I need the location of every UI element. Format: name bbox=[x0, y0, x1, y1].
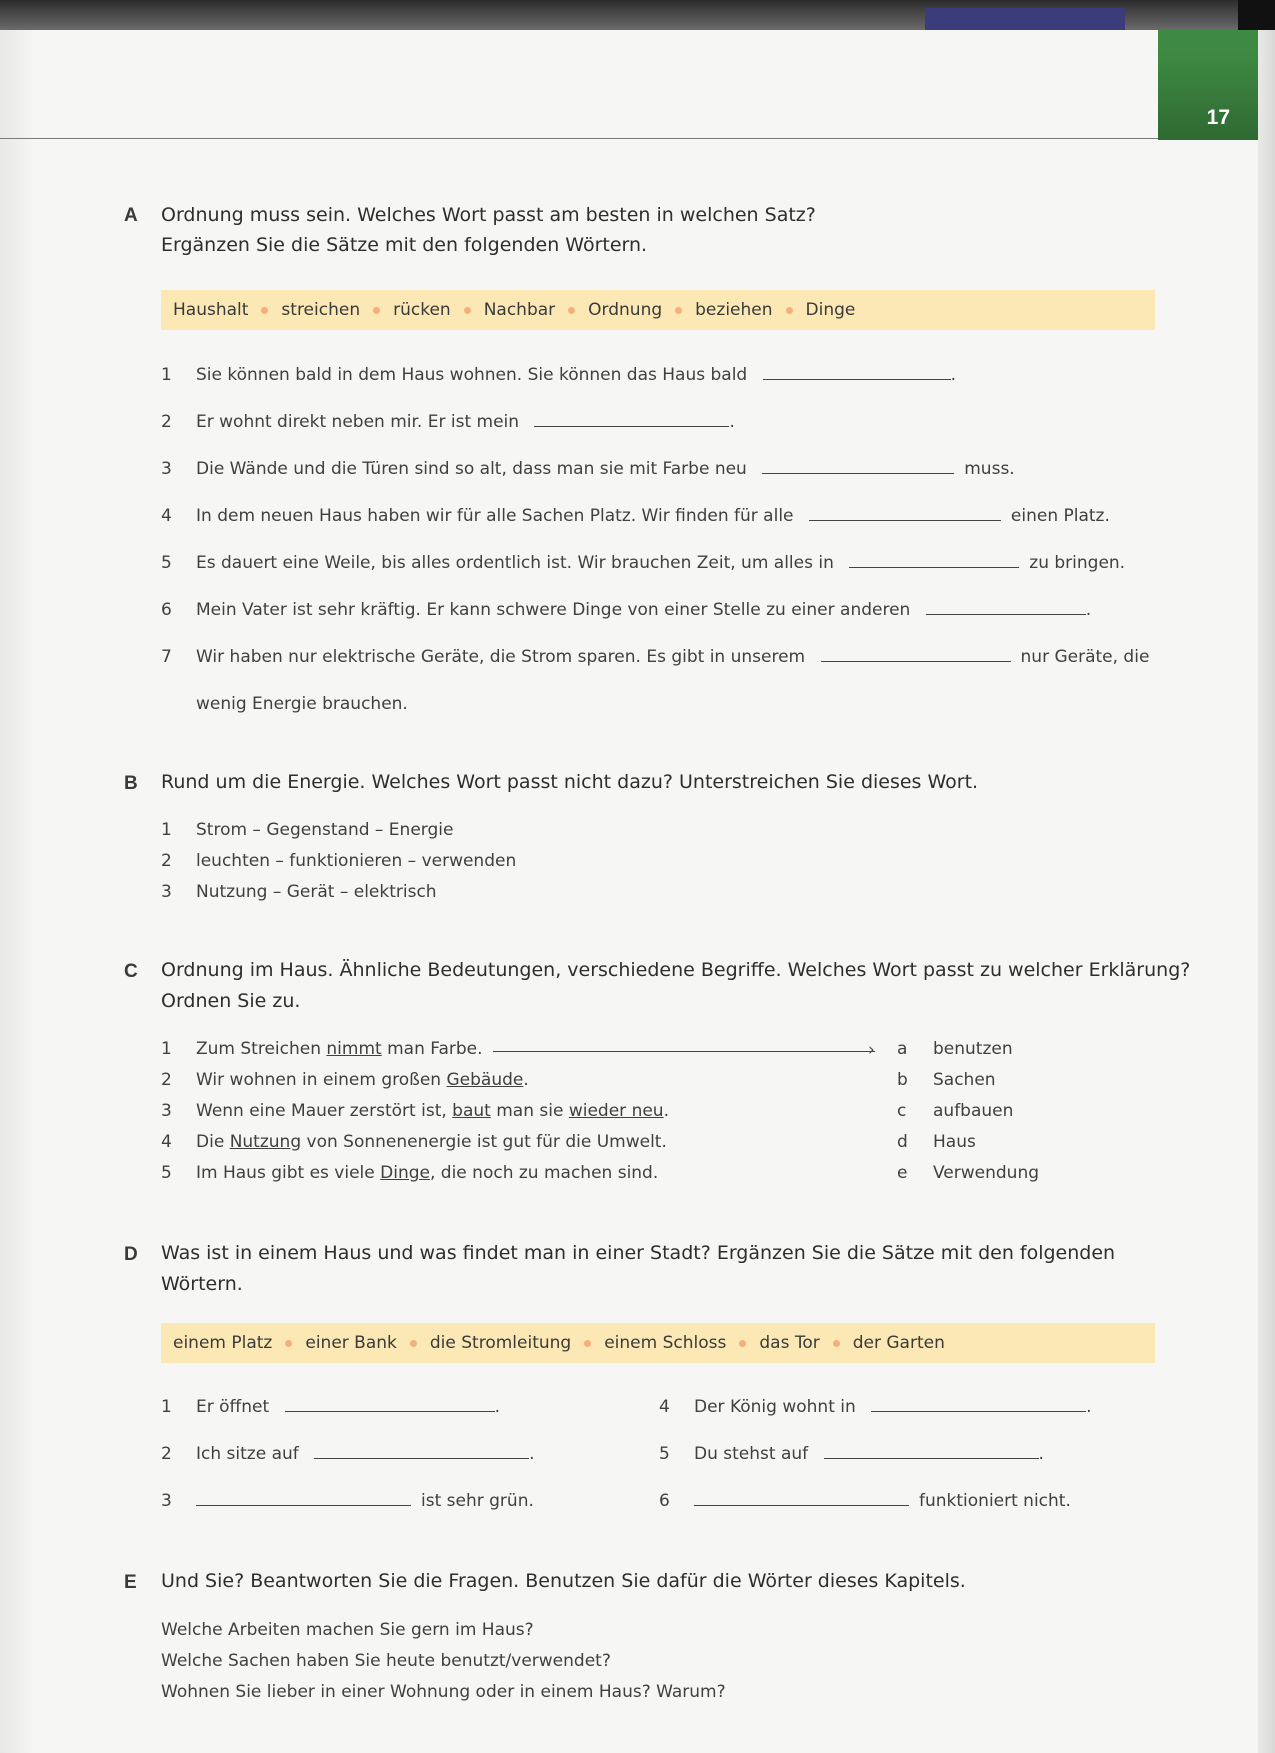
definition-sentence bbox=[196, 1070, 529, 1090]
section-e-instruction: Und Sie? Beantworten Sie die Fragen. Benutzen Sie dafür die Wörter dieses Kapitels. bbox=[161, 1570, 966, 1592]
option-word: aufbauen bbox=[933, 1101, 1014, 1121]
word-separator-dot bbox=[739, 1340, 746, 1347]
section-c-letter: C bbox=[124, 961, 138, 982]
page-number-tab bbox=[1158, 30, 1258, 140]
underlined-word: baut bbox=[452, 1101, 491, 1121]
page-right-edge bbox=[1258, 30, 1275, 1753]
sentence-text: . bbox=[523, 1070, 529, 1090]
sentence-end: . bbox=[1086, 1397, 1092, 1417]
exercise-number: 5 bbox=[161, 553, 172, 573]
word-box-word: einem Platz bbox=[173, 1333, 273, 1353]
underlined-word: wieder neu bbox=[568, 1101, 664, 1121]
exercise-number: 1 bbox=[161, 365, 172, 385]
question-line: Wohnen Sie lieber in einer Wohnung oder in einem Haus? Warum? bbox=[161, 1682, 726, 1702]
exercise-number: 2 bbox=[161, 851, 172, 871]
page-left-gutter bbox=[0, 30, 32, 1753]
sentence-text: Es dauert eine Weile, bis alles ordentlich ist. Wir brauchen Zeit, um alles in bbox=[196, 553, 834, 573]
definition-sentence bbox=[196, 1101, 669, 1121]
word-group: Strom – Gegenstand – Energie bbox=[196, 820, 454, 840]
exercise-number: 4 bbox=[161, 506, 172, 526]
sentence-text: Wir wohnen in einem großen bbox=[196, 1070, 447, 1090]
answer-blank[interactable] bbox=[809, 519, 1001, 521]
exercise-sentence bbox=[694, 1397, 1092, 1417]
section-d-word-box bbox=[161, 1323, 1155, 1363]
section-a-instruction-2: Ergänzen Sie die Sätze mit den folgenden Wörtern. bbox=[161, 234, 648, 256]
underlined-word: Gebäude bbox=[446, 1070, 524, 1090]
arrow-head-icon: › bbox=[868, 1040, 875, 1060]
sentence-text: Die bbox=[196, 1132, 230, 1152]
sentence-text: Sie können bald in dem Haus wohnen. Sie können das Haus bald bbox=[196, 365, 748, 385]
word-group: leuchten – funktionieren – verwenden bbox=[196, 851, 517, 871]
answer-blank[interactable] bbox=[849, 566, 1019, 568]
example-arrow-line bbox=[493, 1051, 875, 1052]
question-line: Welche Arbeiten machen Sie gern im Haus? bbox=[161, 1620, 534, 1640]
section-d-instruction-2: Wörtern. bbox=[161, 1273, 243, 1295]
section-a-instruction-1: Ordnung muss sein. Welches Wort passt am besten in welchen Satz? bbox=[161, 204, 816, 226]
exercise-number: 3 bbox=[161, 459, 172, 479]
answer-blank[interactable] bbox=[534, 425, 729, 427]
underlined-word: nimmt bbox=[326, 1039, 382, 1059]
header-rule bbox=[0, 138, 1158, 139]
section-d-letter: D bbox=[124, 1244, 138, 1265]
section-c-instruction-1: Ordnung im Haus. Ähnliche Bedeutungen, verschiedene Begriffe. Welches Wort passt zu welcher Erklärung? bbox=[161, 959, 1191, 981]
answer-blank[interactable] bbox=[763, 378, 951, 380]
sentence-text: Er öffnet bbox=[196, 1397, 270, 1417]
word-separator-dot bbox=[410, 1340, 417, 1347]
sentence-end: ist sehr grün. bbox=[421, 1491, 534, 1511]
option-letter: a bbox=[897, 1039, 908, 1059]
sentence-text: man sie bbox=[490, 1101, 569, 1121]
word-separator-dot bbox=[261, 307, 268, 314]
sentence-continuation: wenig Energie brauchen. bbox=[196, 694, 408, 714]
exercise-number: 1 bbox=[161, 1039, 172, 1059]
word-box-word: Haushalt bbox=[173, 300, 249, 320]
exercise-number: 5 bbox=[659, 1444, 670, 1464]
sentence-end: . bbox=[1038, 1444, 1044, 1464]
definition-sentence bbox=[196, 1163, 658, 1183]
sentence-end: . bbox=[950, 365, 957, 385]
word-separator-dot bbox=[373, 307, 380, 314]
sentence-text: In dem neuen Haus haben wir für alle Sachen Platz. Wir finden für alle bbox=[196, 506, 794, 526]
word-box-word: Dinge bbox=[805, 300, 856, 320]
underlined-word: Dinge bbox=[380, 1163, 430, 1183]
exercise-sentence bbox=[196, 459, 1015, 479]
option-word: Sachen bbox=[933, 1070, 996, 1090]
sentence-end: einen Platz. bbox=[1010, 506, 1110, 526]
word-separator-dot bbox=[464, 307, 471, 314]
exercise-sentence bbox=[196, 1397, 500, 1417]
answer-blank[interactable] bbox=[926, 613, 1086, 615]
word-box-word: beziehen bbox=[695, 300, 773, 320]
option-word: Haus bbox=[933, 1132, 976, 1152]
section-b-letter: B bbox=[124, 773, 138, 794]
sentence-end: funktioniert nicht. bbox=[919, 1491, 1071, 1511]
section-b-instruction: Rund um die Energie. Welches Wort passt nicht dazu? Unterstreichen Sie dieses Wort. bbox=[161, 771, 979, 793]
sentence-end: nur Geräte, die bbox=[1020, 647, 1150, 667]
sentence-end: . bbox=[494, 1397, 500, 1417]
section-a-letter: A bbox=[124, 205, 138, 226]
section-c-instruction-2: Ordnen Sie zu. bbox=[161, 990, 301, 1012]
sentence-end: muss. bbox=[964, 459, 1015, 479]
exercise-sentence bbox=[196, 1491, 534, 1511]
sentence-text: Du stehst auf bbox=[694, 1444, 809, 1464]
exercise-number: 6 bbox=[659, 1491, 670, 1511]
word-box-word: einer Bank bbox=[305, 1333, 397, 1353]
word-separator-dot bbox=[786, 307, 793, 314]
answer-blank[interactable] bbox=[762, 472, 954, 474]
sentence-text: man Farbe. bbox=[381, 1039, 483, 1059]
exercise-sentence bbox=[694, 1444, 1044, 1464]
sentence-end: zu bringen. bbox=[1029, 553, 1126, 573]
exercise-sentence bbox=[196, 647, 1149, 667]
answer-blank[interactable] bbox=[871, 1410, 1086, 1412]
exercise-sentence bbox=[694, 1491, 1071, 1511]
sentence-text: Er wohnt direkt neben mir. Er ist mein bbox=[196, 412, 520, 432]
exercise-number: 1 bbox=[161, 820, 172, 840]
word-separator-dot bbox=[285, 1340, 292, 1347]
exercise-number: 4 bbox=[659, 1397, 670, 1417]
definition-sentence bbox=[196, 1039, 483, 1059]
sentence-text: Ich sitze auf bbox=[196, 1444, 299, 1464]
exercise-number: 6 bbox=[161, 600, 172, 620]
word-group: Nutzung – Gerät – elektrisch bbox=[196, 882, 437, 902]
answer-blank[interactable] bbox=[824, 1457, 1039, 1459]
exercise-sentence bbox=[196, 1444, 535, 1464]
sentence-text: Der König wohnt in bbox=[694, 1397, 856, 1417]
section-d-instruction-1: Was ist in einem Haus und was findet man in einer Stadt? Ergänzen Sie die Sätze mit den folgenden bbox=[161, 1242, 1116, 1264]
word-box-word: Nachbar bbox=[483, 300, 556, 320]
exercise-number: 3 bbox=[161, 1491, 172, 1511]
answer-blank[interactable] bbox=[821, 660, 1011, 662]
exercise-sentence bbox=[196, 600, 1091, 620]
scan-edge-blue-strip bbox=[925, 8, 1125, 30]
answer-blank[interactable] bbox=[196, 1504, 411, 1506]
sentence-end: . bbox=[529, 1444, 535, 1464]
exercise-number: 2 bbox=[161, 1444, 172, 1464]
exercise-number: 5 bbox=[161, 1163, 172, 1183]
word-box-word: streichen bbox=[281, 300, 361, 320]
exercise-number: 7 bbox=[161, 647, 172, 667]
exercise-sentence bbox=[196, 553, 1125, 573]
answer-blank[interactable] bbox=[314, 1457, 529, 1459]
exercise-sentence bbox=[196, 412, 735, 432]
question-line: Welche Sachen haben Sie heute benutzt/verwendet? bbox=[161, 1651, 611, 1671]
word-box-word: das Tor bbox=[759, 1333, 820, 1353]
scan-edge-corner bbox=[1238, 0, 1275, 30]
exercise-number: 4 bbox=[161, 1132, 172, 1152]
exercise-number: 2 bbox=[161, 1070, 172, 1090]
scan-top-edge bbox=[0, 0, 1275, 30]
word-box-word: einem Schloss bbox=[604, 1333, 727, 1353]
exercise-number: 3 bbox=[161, 1101, 172, 1121]
word-separator-dot bbox=[675, 307, 682, 314]
underlined-word: Nutzung bbox=[229, 1132, 302, 1152]
sentence-text: Wir haben nur elektrische Geräte, die Strom sparen. Es gibt in unserem bbox=[196, 647, 806, 667]
exercise-sentence bbox=[196, 506, 1110, 526]
option-letter: e bbox=[897, 1163, 908, 1183]
exercise-number: 3 bbox=[161, 882, 172, 902]
sentence-text: Zum Streichen bbox=[196, 1039, 327, 1059]
option-word: benutzen bbox=[933, 1039, 1013, 1059]
sentence-text: von Sonnenenergie ist gut für die Umwelt. bbox=[301, 1132, 667, 1152]
definition-sentence bbox=[196, 1132, 667, 1152]
word-box-word: Ordnung bbox=[588, 300, 663, 320]
sentence-text: Im Haus gibt es viele bbox=[196, 1163, 381, 1183]
exercise-sentence bbox=[196, 365, 956, 385]
word-separator-dot bbox=[584, 1340, 591, 1347]
section-e-letter: E bbox=[124, 1572, 137, 1593]
option-letter: c bbox=[897, 1101, 907, 1121]
answer-blank[interactable] bbox=[285, 1410, 495, 1412]
sentence-text: Mein Vater ist sehr kräftig. Er kann schwere Dinge von einer Stelle zu einer anderen bbox=[196, 600, 911, 620]
word-separator-dot bbox=[833, 1340, 840, 1347]
word-box-word: die Stromleitung bbox=[429, 1333, 572, 1353]
word-box-word: rücken bbox=[393, 300, 451, 320]
sentence-text: , die noch zu machen sind. bbox=[429, 1163, 659, 1183]
option-letter: d bbox=[897, 1132, 908, 1152]
page-number: 17 bbox=[1206, 106, 1230, 129]
exercise-number: 2 bbox=[161, 412, 172, 432]
sentence-text: Die Wände und die Türen sind so alt, dass man sie mit Farbe neu bbox=[196, 459, 747, 479]
answer-blank[interactable] bbox=[694, 1504, 909, 1506]
option-word: Verwendung bbox=[933, 1163, 1040, 1183]
option-letter: b bbox=[897, 1070, 908, 1090]
exercise-number: 1 bbox=[161, 1397, 172, 1417]
word-box-word: der Garten bbox=[852, 1333, 945, 1353]
sentence-end: . bbox=[729, 412, 735, 432]
sentence-text: . bbox=[663, 1101, 669, 1121]
section-a-word-box bbox=[161, 290, 1155, 330]
word-separator-dot bbox=[568, 307, 575, 314]
sentence-text: Wenn eine Mauer zerstört ist, bbox=[196, 1101, 453, 1121]
sentence-end: . bbox=[1085, 600, 1092, 620]
